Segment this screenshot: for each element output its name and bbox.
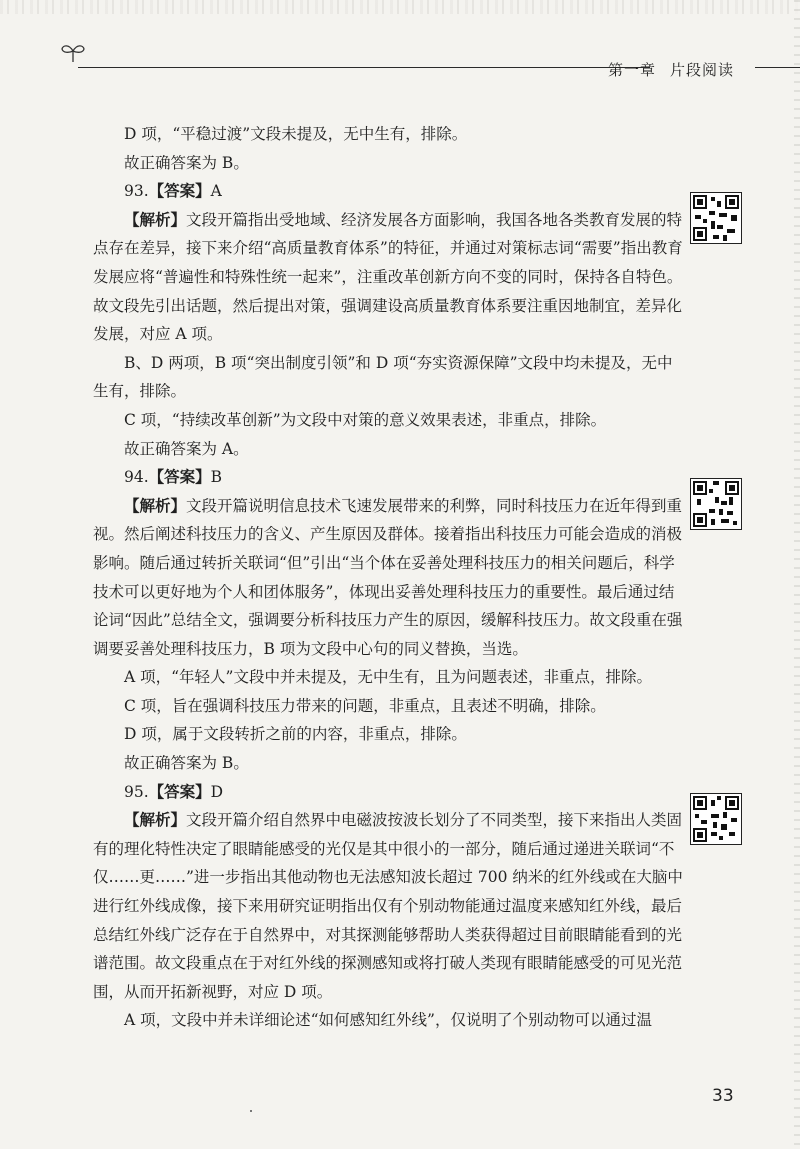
analysis-text: 文段开篇介绍自然界中电磁波按波长划分了不同类型，接下来指出人类固有的理化特性决定了眼睛能感受的光仅是其中很小的一部分，随后通过递进关联词“不仅……更……”进一步指出其他动物也无法感知波长超过 700 纳米的红外线或在大脑中进行红外线成像，接下来用研究证明指出仅有个别动物能通过温度来感知红外线，最后总结红外线广泛存在于自然界中，对其探测能够帮助人类获得超过目前眼睛能看到的光谱范围。故文段重点在于对红外线的探测感知或将打破人类现有眼睛能感受的可见光范围，从而开拓新视野，对应 D 项。 — [93, 811, 683, 1001]
paragraph: C 项，“持续改革创新”为文段中对策的意义效果表述，非重点，排除。 — [124, 410, 607, 429]
answer-label: 【答案】 — [148, 181, 211, 201]
scan-noise-top — [0, 0, 800, 14]
question-number: 95. — [124, 782, 149, 801]
paragraph: 故正确答案为 B。 — [124, 754, 249, 773]
analysis-paragraph — [93, 206, 683, 349]
qr-code-94[interactable] — [690, 478, 742, 530]
qr-code-icon — [691, 794, 741, 844]
paragraph: B、D 两项，B 项“突出制度引领”和 D 项“夯实资源保障”文段中均未提及，无中生有，排除。 — [93, 353, 673, 401]
paragraph: D 项，“平稳过渡”文段未提及，无中生有，排除。 — [124, 125, 468, 143]
analysis-text: 文段开篇说明信息技术飞速发展带来的利弊，同时科技压力在近年得到重视。然后阐述科技压力的含义、产生原因及群体。接着指出科技压力可能会造成的消极影响。随后通过转折关联词“但”引出“当个体在妥善处理科技压力的相关问题后，科学技术可以更好地为个人和团体服务”，体现出妥善处理科技压力的重要性。最后通过结论词“因此”总结全文，强调要分析科技压力产生的原因，缓解科技压力。故文段重在强调要妥善处理科技压力，B 项为文段中心句的同义替换，当选。 — [93, 496, 683, 658]
paragraph: A 项，文段中并未详细论述“如何感知红外线”，仅说明了个别动物可以通过温 — [124, 1011, 652, 1030]
paragraph: 故正确答案为 A。 — [124, 439, 249, 458]
paragraph: C 项，旨在强调科技压力带来的问题，非重点，且表述不明确，排除。 — [124, 696, 606, 715]
document-body — [93, 120, 683, 1035]
chapter-label: 第一章 — [608, 61, 657, 79]
analysis-text: 文段开篇指出受地域、经济发展各方面影响，我国各地各类教育发展的特点存在差异，接下来介绍“高质量教育体系”的特征，并通过对策标志词“需要”指出教育发展应将“普遍性和特殊性统一起来”，注重改革创新方向不变的同时，保持各自特色。故文段先引出话题，然后提出对策，强调建设高质量教育体系要注重因地制宜，差异化发展，对应 A 项。 — [93, 210, 683, 344]
section-label: 片段阅读 — [670, 61, 735, 79]
answer-value: A — [210, 182, 222, 201]
qr-code-93[interactable] — [690, 192, 742, 244]
answer-label: 【答案】 — [148, 467, 211, 487]
leaf-sprout-icon — [60, 42, 86, 64]
paragraph: 故正确答案为 B。 — [124, 153, 249, 172]
scan-edge-right — [794, 0, 800, 1149]
answer-line — [93, 463, 683, 492]
question-number: 93. — [124, 182, 149, 201]
answer-label: 【答案】 — [148, 781, 211, 801]
analysis-label: 【解析】 — [124, 810, 187, 830]
qr-code-icon — [691, 479, 741, 529]
question-number: 94. — [124, 468, 149, 487]
scan-speck — [250, 1110, 252, 1112]
analysis-paragraph — [93, 492, 683, 664]
analysis-paragraph — [93, 806, 683, 1006]
page-number: 33 — [712, 1086, 734, 1106]
header-rule-left — [78, 67, 650, 68]
paragraph: D 项，属于文段转折之前的内容，非重点，排除。 — [124, 725, 467, 744]
analysis-label: 【解析】 — [124, 209, 187, 229]
answer-line — [93, 177, 683, 206]
page-header — [60, 40, 800, 80]
analysis-label: 【解析】 — [124, 495, 187, 515]
qr-code-icon — [691, 193, 741, 243]
paragraph: A 项，“年轻人”文段中并未提及，无中生有，且为问题表述，非重点，排除。 — [124, 668, 652, 687]
answer-value: D — [210, 782, 224, 801]
qr-code-95[interactable] — [690, 793, 742, 845]
answer-value: B — [210, 468, 223, 487]
answer-line — [93, 778, 683, 807]
header-rule-right — [755, 67, 800, 68]
